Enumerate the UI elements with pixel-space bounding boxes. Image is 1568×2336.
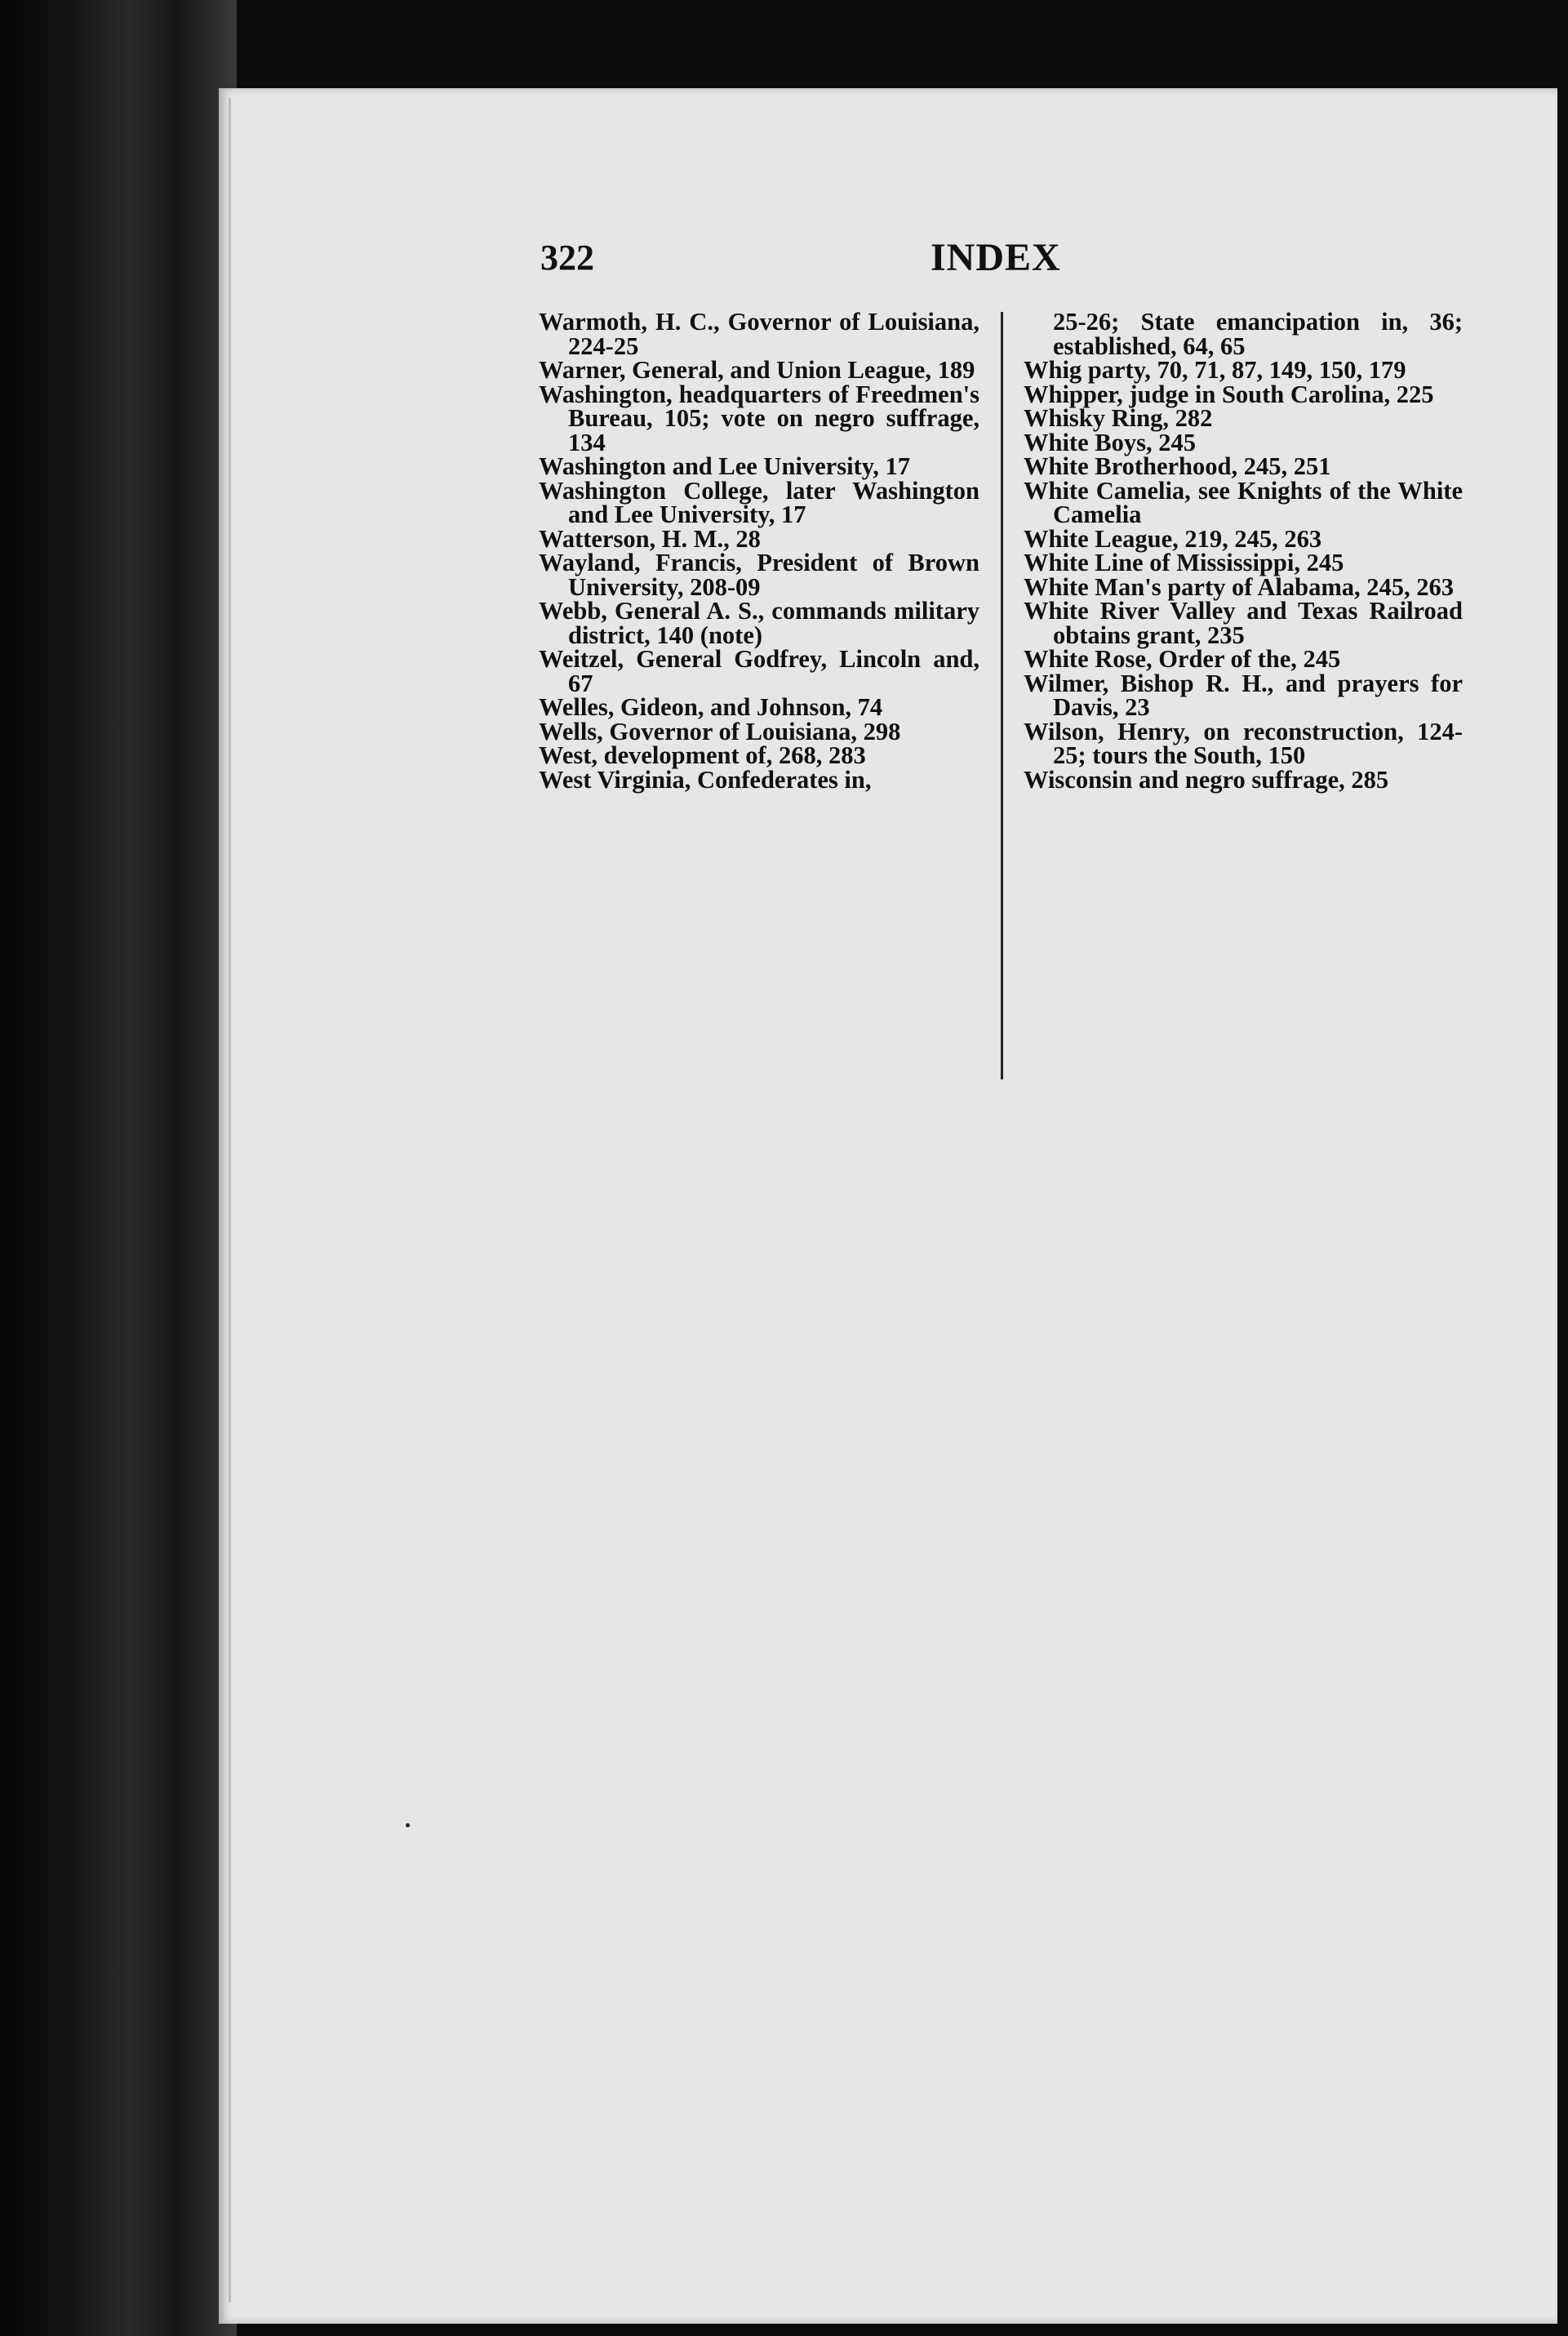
index-entry: White Line of Mississippi, 245 (1024, 549, 1344, 576)
index-entry: White Rose, Order of the, 245 (1024, 645, 1341, 673)
index-entry: Whipper, judge in South Carolina, 225 (1024, 380, 1434, 408)
index-entry: Welles, Gideon, and Johnson, 74 (539, 693, 883, 721)
index-entry: White Man's party of Alabama, 245, 263 (1024, 572, 1454, 601)
index-entry: Whisky Ring, 282 (1024, 404, 1213, 432)
book-spine (0, 0, 237, 2336)
index-entry: Washington College, later Washington and Lee University, 17 (539, 476, 979, 528)
index-column-right (1024, 310, 1463, 792)
index-entry: West, development of, 268, 283 (539, 741, 866, 769)
index-entry: Warmoth, H. C., Governor of Louisiana, 224-25 (539, 308, 979, 360)
index-entry-continuation: 25-26; State emancipation in, 36; established, 64, 65 (1053, 308, 1463, 360)
index-entry: Wilmer, Bishop R. H., and prayers for Davis, 23 (1024, 669, 1463, 721)
column-rule (1001, 312, 1003, 1079)
index-entry: Weitzel, General Godfrey, Lincoln and, 67 (539, 645, 979, 697)
index-entry: West Virginia, Confederates in, (539, 765, 872, 794)
index-entry: White River Valley and Texas Railroad obtains grant, 235 (1024, 597, 1463, 649)
index-entry: Washington, headquarters of Freedmen's Bureau, 105; vote on negro suffrage, 134 (539, 380, 979, 456)
index-entry: White Camelia, see Knights of the White Camelia (1024, 476, 1463, 528)
index-entry: Whig party, 70, 71, 87, 149, 150, 179 (1024, 356, 1406, 384)
index-entry: Webb, General A. S., commands military district, 140 (note) (539, 597, 979, 649)
index-entry: Wayland, Francis, President of Brown University, 208-09 (539, 549, 979, 601)
index-entry: Watterson, H. M., 28 (539, 524, 761, 553)
page-number: 322 (540, 238, 594, 278)
index-entry: Wells, Governor of Louisiana, 298 (539, 717, 901, 745)
index-entry: Washington and Lee University, 17 (539, 452, 911, 480)
running-head: INDEX (931, 236, 1061, 279)
ink-speck (406, 1823, 410, 1827)
page-header (540, 237, 1463, 286)
index-entry: White Boys, 245 (1024, 428, 1196, 456)
index-column-left (539, 310, 979, 792)
page-edge (229, 98, 231, 2303)
index-entry: Wisconsin and negro suffrage, 285 (1024, 765, 1389, 794)
index-entry: Wilson, Henry, on reconstruction, 124-25; tours the South, 150 (1024, 717, 1463, 769)
index-entry: Warner, General, and Union League, 189 (539, 356, 975, 384)
index-entry: White Brotherhood, 245, 251 (1024, 452, 1331, 480)
index-entry: White League, 219, 245, 263 (1024, 524, 1322, 553)
